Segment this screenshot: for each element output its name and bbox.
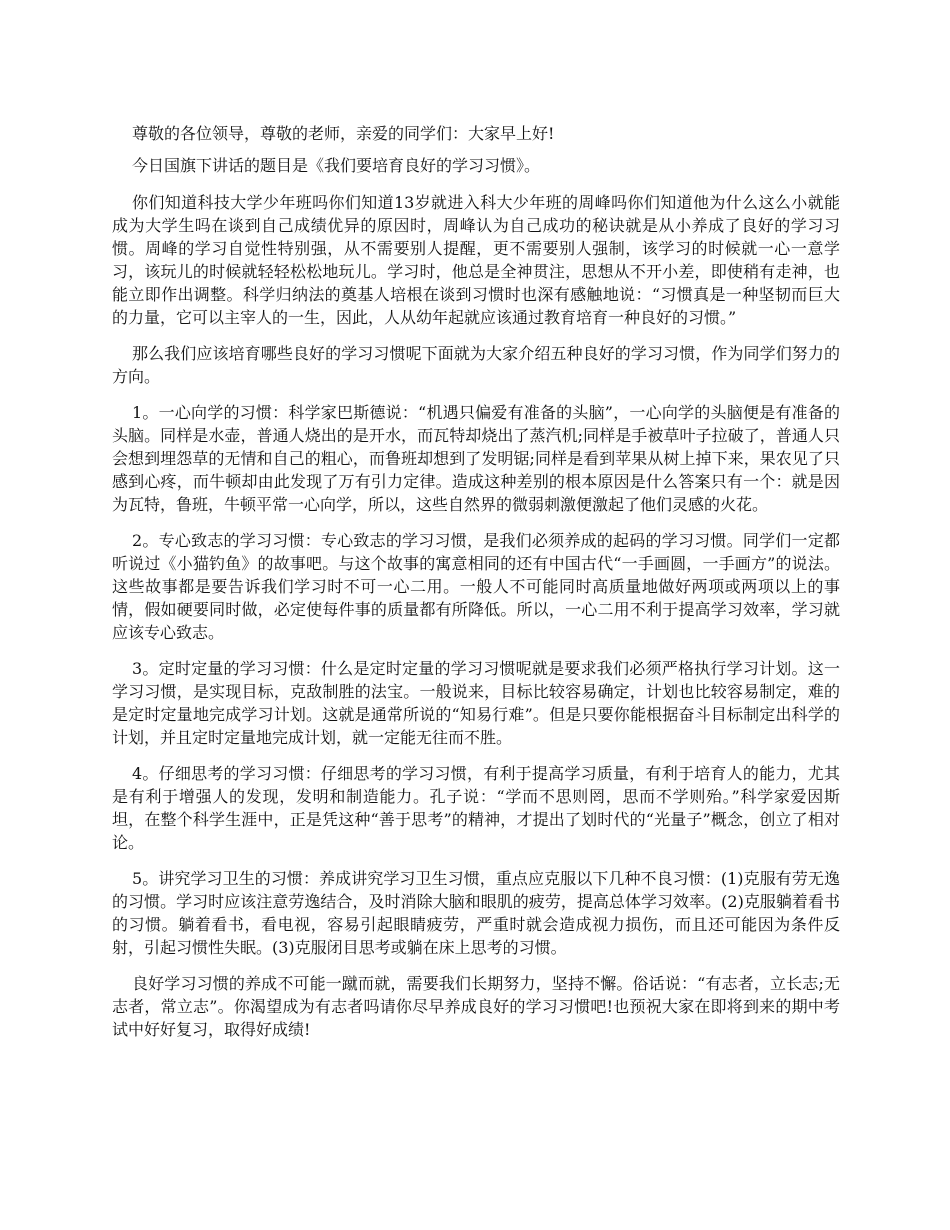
- habit-1-paragraph: 1。一心向学的习惯：科学家巴斯德说：“机遇只偏爱有准备的头脑”，一心向学的头脑便是有准备的头脑。同样是水壶，普通人烧出的是开水，而瓦特却烧出了蒸汽机;同样是手被草叶子拉破了，普通人只会想到埋怨草的无情和自己的粗心，而鲁班却想到了发明锯;同样是看到苹果从树上掉下来，果农见了只感到心疼，而牛顿却由此发现了万有引力定律。造成这种差别的根本原因是什么答案只有一个：就是因为瓦特，鲁班，牛顿平常一心向学，所以，这些自然界的微弱刺激便激起了他们灵感的火花。: [112, 403, 840, 514]
- speech-document: [112, 122, 840, 1054]
- habit-5-paragraph: 5。讲究学习卫生的习惯：养成讲究学习卫生习惯，重点应克服以下几种不良习惯：(1)克服有劳无逸的习惯。学习时应该注意劳逸结合，及时消除大脑和眼肌的疲劳，提高总体学习效率。(2)克服躺着看书的习惯。躺着看书，看电视，容易引起眼睛疲劳，严重时就会造成视力损伤，而且还可能因为条件反射，引起习惯性失眠。(3)克服闭目思考或躺在床上思考的习惯。: [112, 869, 840, 957]
- topic-paragraph: 今日国旗下讲话的题目是《我们要培育良好的学习习惯》。: [132, 156, 541, 175]
- habit-4-paragraph: 4。仔细思考的学习习惯：仔细思考的学习习惯，有利于提高学习质量，有利于培育人的能力，尤其是有利于增强人的发现，发明和制造能力。孔子说：“学而不思则罔，思而不学则殆。”科学家爱因斯坦，在整个科学生涯中，正是凭这种“善于思考”的精神，才提出了划时代的“光量子”概念，创立了相对论。: [112, 764, 840, 852]
- greeting-paragraph: 尊敬的各位领导，尊敬的老师，亲爱的同学们：大家早上好!: [132, 124, 555, 143]
- closing-paragraph: 良好学习习惯的养成不可能一蹴而就，需要我们长期努力，坚持不懈。俗话说：“有志者，立长志;无志者，常立志”。你渴望成为有志者吗请你尽早养成良好的学习习惯吧!也预祝大家在即将到来的期中考试中好好复习，取得好成绩!: [112, 974, 840, 1039]
- intro-story-paragraph: 你们知道科技大学少年班吗你们知道13岁就进入科大少年班的周峰吗你们知道他为什么这么小就能成为大学生吗在谈到自己成绩优异的原因时，周峰认为自己成功的秘诀就是从小养成了良好的学习习惯。周峰的学习自觉性特别强，从不需要别人提醒，更不需要别人强制，该学习的时候就一心一意学习，该玩儿的时候就轻轻松松地玩儿。学习时，他总是全神贯注，思想从不开小差，即使稍有走神，也能立即作出调整。科学归纳法的奠基人培根在谈到习惯时也深有感触地说：“习惯真是一种坚韧而巨大的力量，它可以主宰人的一生，因此，人从幼年起就应该通过教育培育一种良好的习惯。”: [112, 193, 840, 327]
- habit-3-paragraph: 3。定时定量的学习习惯：什么是定时定量的学习习惯呢就是要求我们必须严格执行学习计划。这一学习习惯，是实现目标，克敌制胜的法宝。一般说来，目标比较容易确定，计划也比较容易制定，难的是定时定量地完成学习计划。这就是通常所说的“知易行难”。但是只要你能根据奋斗目标制定出科学的计划，并且定时定量地完成计划，就一定能无往而不胜。: [112, 659, 840, 747]
- transition-paragraph: 那么我们应该培育哪些良好的学习习惯呢下面就为大家介绍五种良好的学习习惯，作为同学们努力的方向。: [112, 344, 840, 386]
- habit-2-paragraph: 2。专心致志的学习习惯：专心致志的学习习惯，是我们必须养成的起码的学习习惯。同学们一定都听说过《小猫钓鱼》的故事吧。与这个故事的寓意相同的还有中国古代“一手画圆，一手画方”的说法。这些故事都是要告诉我们学习时不可一心二用。一般人不可能同时高质量地做好两项或两项以上的事情，假如硬要同时做，必定使每件事的质量都有所降低。所以，一心二用不利于提高学习效率，学习就应该专心致志。: [112, 531, 840, 642]
